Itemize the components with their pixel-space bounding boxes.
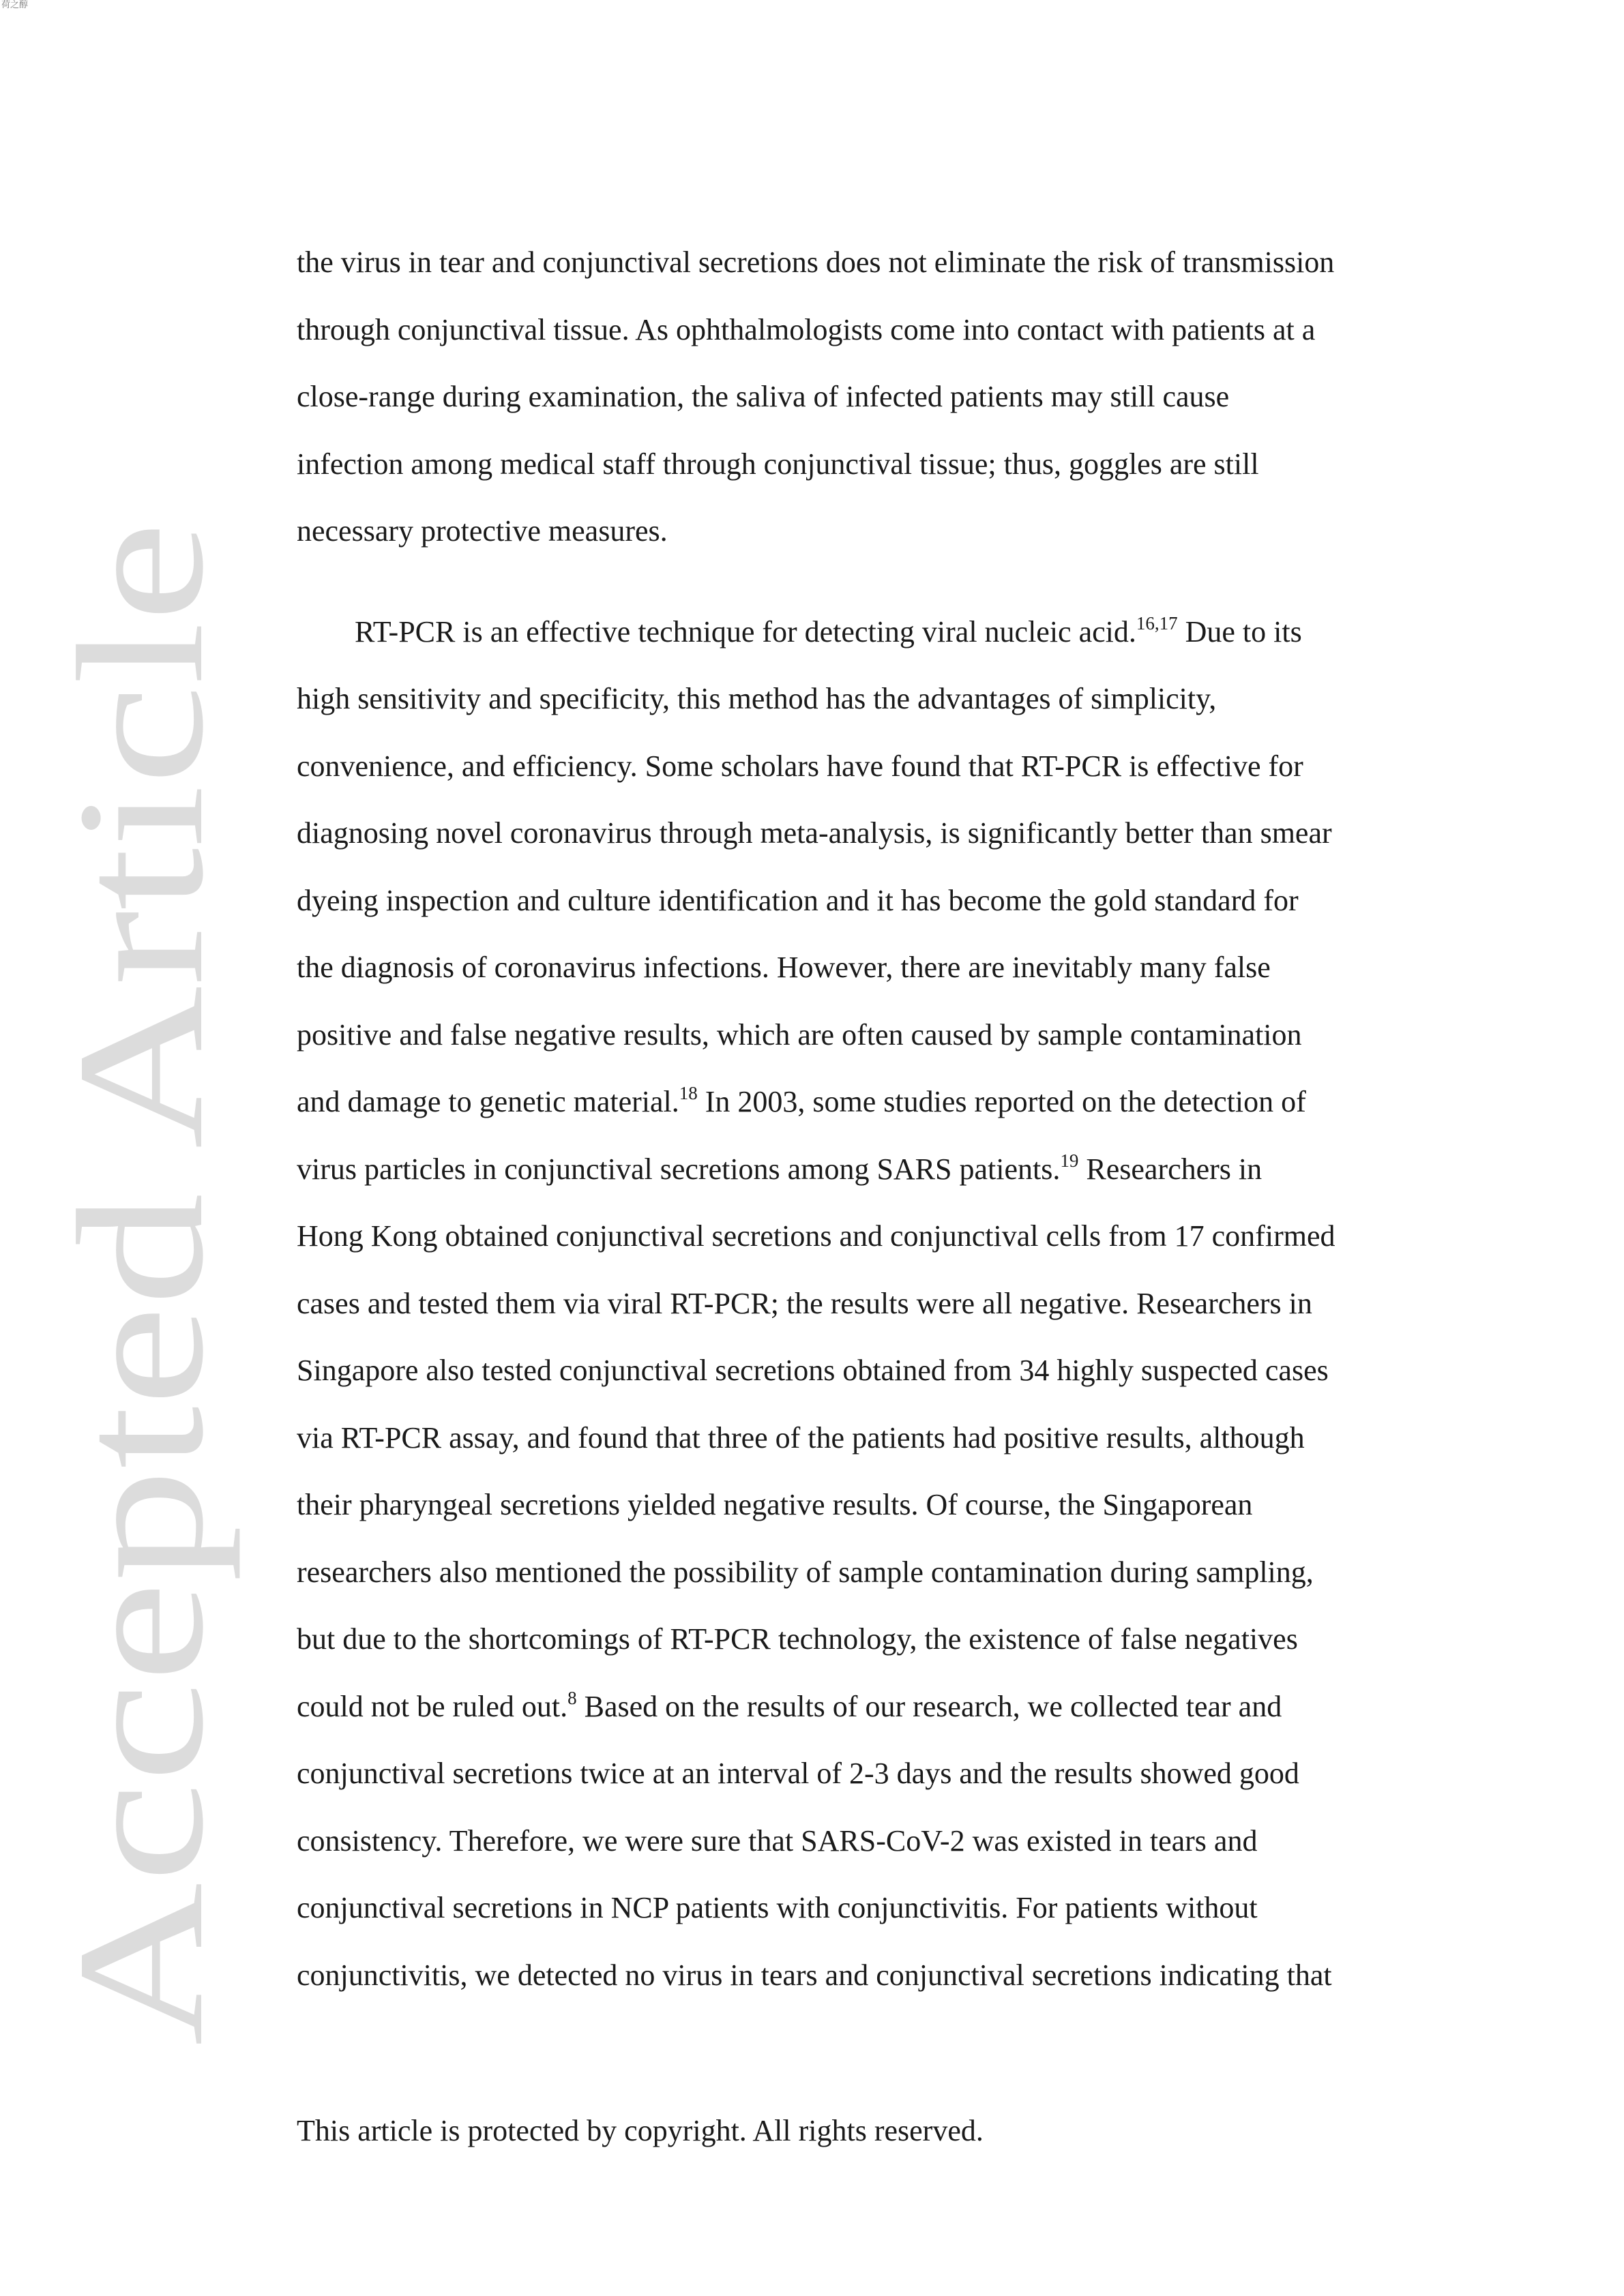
p2-line-6: the diagnosis of coronavirus infections. However, there are inevitably many false [297, 951, 1271, 984]
citation-19: 19 [1060, 1150, 1079, 1171]
p2-line-3: convenience, and efficiency. Some scholars have found that RT-PCR is effective for [297, 749, 1303, 783]
watermark-text: Accepted Article [41, 826, 241, 2046]
p2-line-5: dyeing inspection and culture identification and it has become the gold standard for [297, 883, 1299, 917]
paragraph-1 [297, 229, 1456, 565]
p2-line-9a: virus particles in conjunctival secretions among SARS patients. [297, 1152, 1061, 1186]
paragraph-2 [297, 599, 1456, 2010]
p2-line-10: Hong Kong obtained conjunctival secretions and conjunctival cells from 17 confirmed [297, 1219, 1335, 1253]
p2-line-11: cases and tested them via viral RT-PCR; the results were all negative. Researchers in [297, 1286, 1312, 1320]
p2-line-17b: Based on the results of our research, we collected tear and [576, 1689, 1282, 1723]
p1-line-5: necessary protective measures. [297, 514, 668, 548]
p2-line-15: researchers also mentioned the possibility of sample contamination during sampling, [297, 1555, 1314, 1589]
corner-mark: 荷之醇 [1, 0, 29, 10]
p2-line-18: conjunctival secretions twice at an interval of 2-3 days and the results showed good [297, 1757, 1299, 1790]
p2-line-1a: RT-PCR is an effective technique for detecting viral nucleic acid. [355, 614, 1136, 648]
p2-line-20: conjunctival secretions in NCP patients with conjunctivitis. For patients without [297, 1891, 1258, 1924]
p2-line-8a: and damage to genetic material. [297, 1085, 679, 1118]
p2-line-1b: Due to its [1177, 614, 1302, 648]
citation-16-17: 16,17 [1136, 612, 1178, 633]
p2-line-12: Singapore also tested conjunctival secretions obtained from 34 highly suspected cases [297, 1354, 1329, 1387]
p2-line-19: consistency. Therefore, we were sure that SARS-CoV-2 was existed in tears and [297, 1823, 1258, 1858]
p1-line-1: the virus in tear and conjunctival secretions does not eliminate the risk of transmission [297, 245, 1335, 279]
p2-line-2: high sensitivity and specificity, this method has the advantages of simplicity, [297, 682, 1217, 715]
p2-line-14: their pharyngeal secretions yielded negative results. Of course, the Singaporean [297, 1488, 1253, 1521]
p2-line-21: conjunctivitis, we detected no virus in tears and conjunctival secretions indicating that [297, 1958, 1332, 1992]
citation-8: 8 [567, 1687, 577, 1708]
p1-line-4: infection among medical staff through conjunctival tissue; thus, goggles are still [297, 447, 1259, 481]
copyright-footer: This article is protected by copyright. All rights reserved. [297, 2114, 984, 2147]
accepted-article-watermark [41, 522, 241, 2046]
p1-line-2: through conjunctival tissue. As ophthalmologists come into contact with patients at a [297, 312, 1316, 346]
p2-line-16: but due to the shortcomings of RT-PCR technology, the existence of false negatives [297, 1622, 1298, 1656]
p2-line-8b: In 2003, some studies reported on the detection of [697, 1085, 1306, 1118]
p2-line-9b: Researchers in [1078, 1152, 1263, 1186]
article-body [297, 229, 1456, 2009]
p1-line-3: close-range during examination, the saliva of infected patients may still cause [297, 380, 1230, 413]
p2-line-4: diagnosing novel coronavirus through meta-analysis, is significantly better than smear [297, 816, 1332, 850]
citation-18: 18 [679, 1083, 698, 1103]
p2-line-17a: could not be ruled out. [297, 1689, 568, 1723]
p2-line-7: positive and false negative results, which are often caused by sample contamination [297, 1017, 1302, 1052]
p2-line-13: via RT-PCR assay, and found that three of the patients had positive results, although [297, 1420, 1305, 1455]
